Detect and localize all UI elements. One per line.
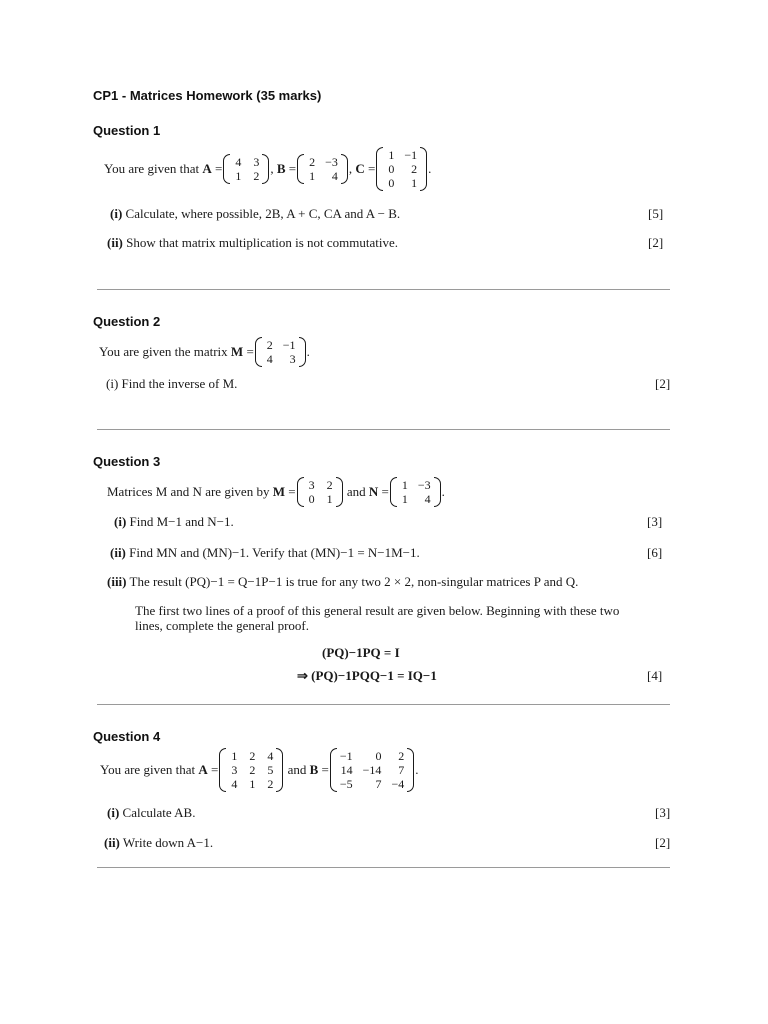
- q4-part-i: [107, 805, 195, 821]
- matrix-cell: 1: [401, 492, 408, 506]
- matrix-cell: 5: [267, 763, 274, 777]
- q1-part-i-text: Calculate, where possible, 2B, A + C, CA and A − B.: [125, 206, 401, 221]
- matrix-cell: 1: [231, 749, 238, 763]
- matrix-cell: 1: [401, 478, 408, 492]
- q3-intro: Matrices M and N are given by: [107, 484, 270, 499]
- matrix-cell: 4: [267, 749, 274, 763]
- matrix-cell: −3: [417, 478, 431, 492]
- q3-given-line: Matrices M and N are given by M = 3 2 0 1 and N = 1 −3 1 4 .: [107, 478, 445, 506]
- q2-part-i-label: (i): [106, 376, 119, 391]
- matrix-cell: 2: [253, 169, 260, 183]
- matrix-cell: 1: [388, 148, 395, 162]
- q3-part-i-label: (i): [114, 514, 127, 529]
- matrix-cell: 2: [398, 749, 405, 763]
- q4-intro: You are given that: [100, 762, 196, 777]
- divider-1: [97, 289, 670, 290]
- q1-matrix-a-name: A: [202, 161, 212, 176]
- q3-part-ii-text: Find MN and (MN)−1. Verify that (MN)−1 = N−1M−1.: [129, 545, 420, 560]
- q4-part-ii-marks: [2]: [655, 835, 671, 850]
- question-2-heading: Question 2: [93, 314, 161, 329]
- q3-matrix-n: [390, 477, 441, 507]
- q4-part-ii-text: Write down A−1.: [122, 835, 214, 850]
- q2-part-i: [106, 376, 237, 392]
- matrix-cell: 1: [326, 492, 333, 506]
- q3-proof-line-1: (PQ)−1PQ = I: [322, 645, 400, 660]
- matrix-cell: 4: [331, 169, 338, 183]
- q4-part-ii-label: (ii): [104, 835, 120, 850]
- matrix-cell: 14: [340, 763, 353, 777]
- q1-matrix-a: [223, 154, 269, 184]
- q2-part-i-text: Find the inverse of M.: [121, 376, 238, 391]
- matrix-cell: 0: [388, 176, 395, 190]
- q4-matrix-a-name: A: [198, 762, 208, 777]
- q1-part-ii-label: (ii): [107, 235, 123, 250]
- q4-given-line: You are given that A = 1 2 4 3 2 5 4 1 2 and B = −1 0 2 14 −14 7 −5 7 −4 .: [100, 749, 419, 791]
- q3-part-i: [114, 514, 234, 530]
- q1-matrix-b: [297, 154, 348, 184]
- q3-part-iii: [107, 574, 578, 590]
- matrix-cell: 7: [398, 763, 405, 777]
- matrix-cell: 2: [309, 155, 316, 169]
- q3-part-ii-marks: [6]: [647, 545, 663, 560]
- divider-3: [97, 704, 670, 705]
- q4-part-ii: [104, 835, 213, 851]
- q3-paragraph-line-1: The first two lines of a proof of this general result are given below. Beginning with these two: [135, 603, 620, 618]
- q3-part-ii: [110, 545, 420, 561]
- q1-matrix-c-name: C: [355, 161, 365, 176]
- matrix-cell: 3: [253, 155, 260, 169]
- q2-given-line: You are given the matrix M = 2 −1 4 3 .: [99, 338, 310, 366]
- q3-part-iii-marks: [4]: [647, 668, 663, 683]
- q1-given-line: You are given that A = 4 3 1 2 , B = 2 −3 1 4 , C = 1 −1 0 2 0 1 .: [104, 148, 432, 190]
- matrix-cell: −1: [282, 338, 296, 352]
- q4-matrix-a: [219, 748, 283, 792]
- q1-part-i-marks: [5]: [648, 206, 664, 221]
- divider-4: [97, 867, 670, 868]
- question-1-heading: Question 1: [93, 123, 161, 138]
- divider-2: [97, 429, 670, 430]
- q3-matrix-n-name: N: [368, 484, 379, 499]
- matrix-cell: 2: [326, 478, 333, 492]
- q3-matrix-m: [297, 477, 343, 507]
- q4-part-i-text: Calculate AB.: [122, 805, 196, 820]
- matrix-cell: −3: [325, 155, 338, 169]
- matrix-cell: 3: [231, 763, 238, 777]
- matrix-cell: 3: [289, 352, 296, 366]
- q4-matrix-b-name: B: [309, 762, 319, 777]
- q2-intro: You are given the matrix: [99, 344, 228, 359]
- q3-part-ii-label: (ii): [110, 545, 126, 560]
- matrix-cell: 2: [266, 338, 273, 352]
- q3-proof-line-2: ⇒ (PQ)−1PQQ−1 = IQ−1: [297, 668, 437, 683]
- matrix-cell: −5: [339, 777, 353, 791]
- matrix-cell: 4: [424, 492, 431, 506]
- matrix-cell: 4: [231, 777, 238, 791]
- matrix-cell: 7: [375, 777, 382, 791]
- q2-matrix-m-name: M: [230, 344, 244, 359]
- matrix-cell: 3: [308, 478, 315, 492]
- matrix-cell: 1: [235, 169, 242, 183]
- matrix-cell: 2: [249, 763, 256, 777]
- matrix-cell: 4: [235, 155, 242, 169]
- matrix-cell: 2: [411, 162, 418, 176]
- q2-matrix-m: [255, 337, 306, 367]
- q2-part-i-marks: [2]: [655, 376, 671, 391]
- q4-part-i-label: (i): [107, 805, 120, 820]
- matrix-cell: 1: [411, 176, 418, 190]
- matrix-cell: 1: [249, 777, 256, 791]
- q1-part-i-label: (i): [110, 206, 123, 221]
- matrix-cell: −14: [362, 763, 382, 777]
- q1-intro: You are given that: [104, 161, 200, 176]
- q3-part-i-marks: [3]: [647, 514, 663, 529]
- question-4-heading: Question 4: [93, 729, 161, 744]
- matrix-cell: 2: [249, 749, 256, 763]
- q1-matrix-b-name: B: [276, 161, 286, 176]
- matrix-cell: −4: [391, 777, 405, 791]
- q3-part-iii-text: The result (PQ)−1 = Q−1P−1 is true for any two 2 × 2, non-singular matrices P and Q.: [129, 574, 579, 589]
- q1-matrix-c: [376, 147, 427, 191]
- matrix-cell: 0: [375, 749, 382, 763]
- matrix-cell: −1: [404, 148, 418, 162]
- matrix-cell: 0: [388, 162, 395, 176]
- q4-matrix-b: [330, 748, 414, 792]
- matrix-cell: 2: [267, 777, 274, 791]
- q3-matrix-m-name: M: [272, 484, 285, 499]
- matrix-cell: 0: [308, 492, 315, 506]
- matrix-cell: 1: [309, 169, 316, 183]
- q3-part-i-text: Find M−1 and N−1.: [129, 514, 234, 529]
- q3-and: and: [346, 484, 366, 499]
- q1-part-ii-text: Show that matrix multiplication is not commutative.: [126, 235, 399, 250]
- matrix-cell: 4: [266, 352, 273, 366]
- matrix-cell: −1: [339, 749, 353, 763]
- q1-part-ii: [107, 235, 398, 251]
- q1-part-i: [110, 206, 400, 222]
- q3-paragraph-line-2: lines, complete the general proof.: [135, 618, 309, 633]
- q4-and: and: [287, 762, 307, 777]
- q1-part-ii-marks: [2]: [648, 235, 664, 250]
- q4-part-i-marks: [3]: [655, 805, 671, 820]
- page-title: CP1 - Matrices Homework (35 marks): [93, 88, 322, 103]
- q3-part-iii-label: (iii): [107, 574, 127, 589]
- question-3-heading: Question 3: [93, 454, 161, 469]
